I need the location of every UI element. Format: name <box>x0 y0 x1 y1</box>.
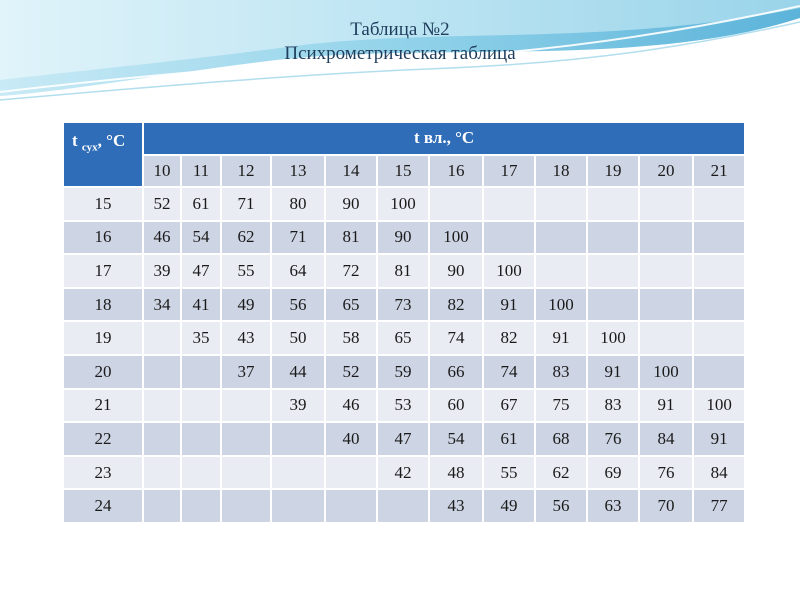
humidity-cell: 56 <box>535 489 587 523</box>
wet-temp-column-header: 14 <box>325 155 377 188</box>
humidity-cell: 91 <box>483 288 535 322</box>
humidity-cell: 47 <box>377 422 429 456</box>
table-row <box>63 355 745 389</box>
humidity-cell: 91 <box>639 389 693 423</box>
humidity-cell <box>325 489 377 523</box>
humidity-cell: 40 <box>325 422 377 456</box>
humidity-cell: 39 <box>271 389 325 423</box>
humidity-cell: 80 <box>271 187 325 221</box>
humidity-cell: 48 <box>429 456 483 490</box>
humidity-cell: 90 <box>429 254 483 288</box>
humidity-cell <box>483 221 535 255</box>
dry-temp-cell: 16 <box>63 221 143 255</box>
dry-temp-cell: 22 <box>63 422 143 456</box>
humidity-cell <box>143 389 181 423</box>
humidity-cell <box>143 456 181 490</box>
humidity-cell: 71 <box>221 187 271 221</box>
humidity-cell: 90 <box>325 187 377 221</box>
wet-temp-column-header: 11 <box>181 155 221 188</box>
humidity-cell: 62 <box>535 456 587 490</box>
humidity-cell: 43 <box>429 489 483 523</box>
humidity-cell: 60 <box>429 389 483 423</box>
humidity-cell: 82 <box>483 321 535 355</box>
humidity-cell <box>639 321 693 355</box>
dry-temp-cell: 20 <box>63 355 143 389</box>
humidity-cell: 61 <box>483 422 535 456</box>
humidity-cell: 72 <box>325 254 377 288</box>
wet-temp-column-header: 18 <box>535 155 587 188</box>
wet-temp-column-header: 10 <box>143 155 181 188</box>
table-row <box>63 254 745 288</box>
humidity-cell: 49 <box>221 288 271 322</box>
table-row <box>63 187 745 221</box>
humidity-cell <box>181 456 221 490</box>
humidity-cell: 73 <box>377 288 429 322</box>
wet-temp-header: t вл., °С <box>143 122 745 155</box>
humidity-cell: 83 <box>587 389 639 423</box>
dry-temp-header: t $_{сух}$, °С <box>63 122 143 187</box>
humidity-cell <box>693 254 745 288</box>
humidity-cell <box>639 254 693 288</box>
wet-temp-column-header: 15 <box>377 155 429 188</box>
humidity-cell <box>639 221 693 255</box>
humidity-cell <box>181 489 221 523</box>
humidity-cell <box>271 456 325 490</box>
humidity-cell: 34 <box>143 288 181 322</box>
humidity-cell <box>181 422 221 456</box>
wet-temp-column-header: 17 <box>483 155 535 188</box>
humidity-cell: 83 <box>535 355 587 389</box>
humidity-cell: 69 <box>587 456 639 490</box>
dry-temp-cell: 23 <box>63 456 143 490</box>
humidity-cell <box>693 221 745 255</box>
humidity-cell <box>693 355 745 389</box>
humidity-cell: 76 <box>639 456 693 490</box>
humidity-cell: 100 <box>535 288 587 322</box>
title-line-1: Таблица №2 <box>350 19 450 40</box>
humidity-cell: 42 <box>377 456 429 490</box>
humidity-cell: 63 <box>587 489 639 523</box>
humidity-cell: 71 <box>271 221 325 255</box>
dry-temp-cell: 21 <box>63 389 143 423</box>
humidity-cell: 55 <box>221 254 271 288</box>
humidity-cell: 58 <box>325 321 377 355</box>
humidity-cell <box>143 321 181 355</box>
table-row <box>63 288 745 322</box>
table-row <box>63 456 745 490</box>
humidity-cell: 91 <box>693 422 745 456</box>
humidity-cell <box>325 456 377 490</box>
humidity-cell <box>377 489 429 523</box>
humidity-cell <box>535 254 587 288</box>
humidity-cell <box>693 288 745 322</box>
table-body <box>63 187 745 523</box>
humidity-cell: 53 <box>377 389 429 423</box>
psychrometric-table <box>62 121 746 524</box>
humidity-cell: 46 <box>325 389 377 423</box>
table-row <box>63 422 745 456</box>
humidity-cell <box>535 221 587 255</box>
wet-temp-column-header: 20 <box>639 155 693 188</box>
humidity-cell: 75 <box>535 389 587 423</box>
humidity-cell: 37 <box>221 355 271 389</box>
dry-temp-cell: 19 <box>63 321 143 355</box>
humidity-cell <box>587 254 639 288</box>
humidity-cell <box>587 187 639 221</box>
humidity-cell: 100 <box>429 221 483 255</box>
table-row <box>63 221 745 255</box>
humidity-cell: 84 <box>693 456 745 490</box>
humidity-cell: 61 <box>181 187 221 221</box>
humidity-cell <box>143 489 181 523</box>
slide-title <box>0 18 800 66</box>
humidity-cell: 84 <box>639 422 693 456</box>
wet-temp-column-header: 21 <box>693 155 745 188</box>
humidity-cell: 100 <box>587 321 639 355</box>
humidity-cell: 35 <box>181 321 221 355</box>
humidity-cell: 62 <box>221 221 271 255</box>
humidity-cell: 59 <box>377 355 429 389</box>
wet-temp-column-header: 12 <box>221 155 271 188</box>
humidity-cell <box>535 187 587 221</box>
wet-temp-column-header: 13 <box>271 155 325 188</box>
humidity-cell <box>587 288 639 322</box>
humidity-cell <box>693 187 745 221</box>
wet-temp-columns-row <box>63 155 745 188</box>
humidity-cell: 70 <box>639 489 693 523</box>
humidity-cell: 100 <box>483 254 535 288</box>
humidity-cell <box>143 422 181 456</box>
humidity-cell: 50 <box>271 321 325 355</box>
humidity-cell <box>429 187 483 221</box>
humidity-cell <box>221 389 271 423</box>
humidity-cell <box>271 422 325 456</box>
humidity-cell: 52 <box>325 355 377 389</box>
humidity-cell <box>181 355 221 389</box>
humidity-cell: 66 <box>429 355 483 389</box>
table-row <box>63 321 745 355</box>
humidity-cell <box>221 489 271 523</box>
wet-temp-column-header: 16 <box>429 155 483 188</box>
humidity-cell <box>587 221 639 255</box>
humidity-cell <box>639 288 693 322</box>
humidity-cell: 100 <box>693 389 745 423</box>
humidity-cell <box>693 321 745 355</box>
dry-temp-cell: 24 <box>63 489 143 523</box>
humidity-cell: 76 <box>587 422 639 456</box>
humidity-cell: 64 <box>271 254 325 288</box>
humidity-cell: 91 <box>587 355 639 389</box>
title-line-2: Психрометрическая таблица <box>284 43 516 64</box>
humidity-cell: 81 <box>377 254 429 288</box>
humidity-cell: 74 <box>429 321 483 355</box>
humidity-cell: 39 <box>143 254 181 288</box>
dry-temp-cell: 17 <box>63 254 143 288</box>
humidity-cell <box>271 489 325 523</box>
humidity-cell: 55 <box>483 456 535 490</box>
humidity-cell: 74 <box>483 355 535 389</box>
dry-temp-cell: 15 <box>63 187 143 221</box>
humidity-cell: 68 <box>535 422 587 456</box>
humidity-cell: 100 <box>639 355 693 389</box>
humidity-cell: 52 <box>143 187 181 221</box>
humidity-cell: 47 <box>181 254 221 288</box>
humidity-cell: 91 <box>535 321 587 355</box>
humidity-cell: 100 <box>377 187 429 221</box>
table-row <box>63 389 745 423</box>
humidity-cell: 65 <box>377 321 429 355</box>
humidity-cell: 56 <box>271 288 325 322</box>
humidity-cell: 65 <box>325 288 377 322</box>
humidity-cell: 44 <box>271 355 325 389</box>
humidity-cell <box>639 187 693 221</box>
wet-temp-column-header: 19 <box>587 155 639 188</box>
humidity-cell: 67 <box>483 389 535 423</box>
humidity-cell: 81 <box>325 221 377 255</box>
humidity-cell: 46 <box>143 221 181 255</box>
humidity-cell: 77 <box>693 489 745 523</box>
humidity-cell <box>483 187 535 221</box>
humidity-cell: 90 <box>377 221 429 255</box>
humidity-cell <box>221 422 271 456</box>
humidity-cell <box>143 355 181 389</box>
humidity-cell: 54 <box>181 221 221 255</box>
humidity-cell: 41 <box>181 288 221 322</box>
humidity-cell <box>181 389 221 423</box>
humidity-cell: 49 <box>483 489 535 523</box>
humidity-cell: 54 <box>429 422 483 456</box>
humidity-cell <box>221 456 271 490</box>
humidity-cell: 43 <box>221 321 271 355</box>
dry-temp-cell: 18 <box>63 288 143 322</box>
humidity-cell: 82 <box>429 288 483 322</box>
table-row <box>63 489 745 523</box>
